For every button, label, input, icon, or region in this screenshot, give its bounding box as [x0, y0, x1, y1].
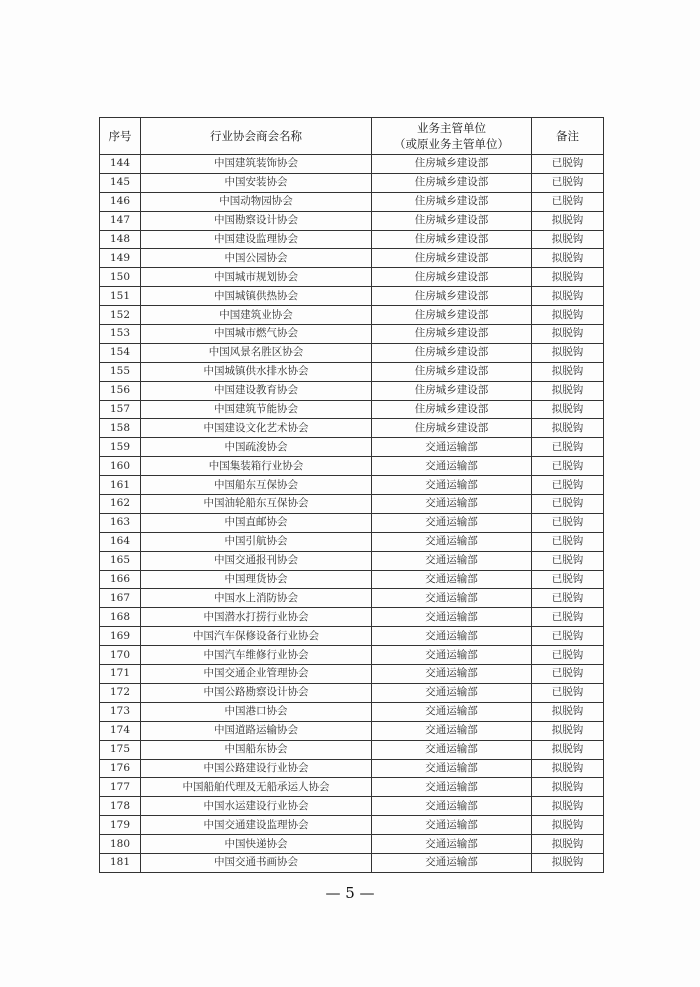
- cell-name: 中国快递协会: [141, 835, 372, 854]
- table-row: [100, 797, 604, 816]
- cell-name: 中国建筑业协会: [141, 306, 372, 325]
- cell-remark: 拟脱钩: [532, 287, 604, 306]
- cell-index: 160: [100, 457, 141, 476]
- header-name: 行业协会商会名称: [141, 118, 372, 155]
- cell-remark: 已脱钩: [532, 438, 604, 457]
- header-supervisor-line2: （或原业务主管单位）: [394, 137, 509, 151]
- cell-name: 中国勘察设计协会: [141, 211, 372, 230]
- cell-supervisor: 交通运输部: [372, 513, 532, 532]
- cell-name: 中国油轮船东互保协会: [141, 495, 372, 514]
- cell-index: 177: [100, 778, 141, 797]
- cell-remark: 已脱钩: [532, 155, 604, 174]
- cell-name: 中国城市规划协会: [141, 268, 372, 287]
- cell-index: 178: [100, 797, 141, 816]
- cell-index: 149: [100, 249, 141, 268]
- cell-name: 中国船东互保协会: [141, 476, 372, 495]
- table-row: [100, 438, 604, 457]
- cell-index: 151: [100, 287, 141, 306]
- cell-name: 中国建设文化艺术协会: [141, 419, 372, 438]
- table-row: [100, 495, 604, 514]
- cell-remark: 拟脱钩: [532, 306, 604, 325]
- cell-name: 中国风景名胜区协会: [141, 343, 372, 362]
- cell-name: 中国引航协会: [141, 532, 372, 551]
- header-supervisor: [372, 118, 532, 155]
- cell-index: 163: [100, 513, 141, 532]
- cell-name: 中国交通书画协会: [141, 853, 372, 872]
- cell-remark: 拟脱钩: [532, 702, 604, 721]
- cell-remark: 拟脱钩: [532, 835, 604, 854]
- table-row: [100, 230, 604, 249]
- table-row: [100, 532, 604, 551]
- cell-name: 中国建筑节能协会: [141, 400, 372, 419]
- cell-index: 148: [100, 230, 141, 249]
- cell-remark: 拟脱钩: [532, 211, 604, 230]
- cell-name: 中国城镇供热协会: [141, 287, 372, 306]
- cell-remark: 拟脱钩: [532, 419, 604, 438]
- cell-index: 159: [100, 438, 141, 457]
- table-row: [100, 683, 604, 702]
- cell-supervisor: 住房城乡建设部: [372, 325, 532, 344]
- cell-name: 中国水运建设行业协会: [141, 797, 372, 816]
- cell-remark: 拟脱钩: [532, 778, 604, 797]
- cell-remark: 拟脱钩: [532, 853, 604, 872]
- cell-name: 中国建筑装饰协会: [141, 155, 372, 174]
- cell-supervisor: 交通运输部: [372, 816, 532, 835]
- cell-name: 中国理货协会: [141, 570, 372, 589]
- cell-index: 170: [100, 646, 141, 665]
- table-row: [100, 325, 604, 344]
- table-row: [100, 457, 604, 476]
- table-row: [100, 816, 604, 835]
- cell-supervisor: 交通运输部: [372, 570, 532, 589]
- cell-supervisor: 住房城乡建设部: [372, 249, 532, 268]
- cell-index: 161: [100, 476, 141, 495]
- cell-remark: 拟脱钩: [532, 325, 604, 344]
- cell-index: 157: [100, 400, 141, 419]
- cell-supervisor: 交通运输部: [372, 778, 532, 797]
- cell-index: 179: [100, 816, 141, 835]
- cell-index: 150: [100, 268, 141, 287]
- cell-remark: 已脱钩: [532, 495, 604, 514]
- cell-index: 180: [100, 835, 141, 854]
- table-row: [100, 249, 604, 268]
- cell-supervisor: 交通运输部: [372, 683, 532, 702]
- cell-supervisor: 交通运输部: [372, 759, 532, 778]
- cell-index: 174: [100, 721, 141, 740]
- table-row: [100, 589, 604, 608]
- header-index: 序号: [100, 118, 141, 155]
- table-row: [100, 551, 604, 570]
- cell-name: 中国公园协会: [141, 249, 372, 268]
- cell-supervisor: 住房城乡建设部: [372, 192, 532, 211]
- cell-supervisor: 住房城乡建设部: [372, 362, 532, 381]
- cell-remark: 已脱钩: [532, 192, 604, 211]
- table-row: [100, 211, 604, 230]
- cell-index: 146: [100, 192, 141, 211]
- cell-supervisor: 交通运输部: [372, 853, 532, 872]
- cell-supervisor: 交通运输部: [372, 438, 532, 457]
- cell-name: 中国建设教育协会: [141, 381, 372, 400]
- cell-supervisor: 交通运输部: [372, 835, 532, 854]
- table-row: [100, 778, 604, 797]
- cell-remark: 拟脱钩: [532, 797, 604, 816]
- cell-supervisor: 交通运输部: [372, 797, 532, 816]
- header-supervisor-line1: 业务主管单位: [417, 121, 486, 135]
- cell-remark: 拟脱钩: [532, 268, 604, 287]
- cell-supervisor: 交通运输部: [372, 589, 532, 608]
- table-row: [100, 608, 604, 627]
- association-table: [99, 117, 604, 873]
- cell-index: 165: [100, 551, 141, 570]
- cell-remark: 拟脱钩: [532, 230, 604, 249]
- cell-supervisor: 交通运输部: [372, 495, 532, 514]
- cell-index: 153: [100, 325, 141, 344]
- cell-index: 144: [100, 155, 141, 174]
- cell-supervisor: 住房城乡建设部: [372, 381, 532, 400]
- cell-name: 中国港口协会: [141, 702, 372, 721]
- cell-name: 中国汽车保修设备行业协会: [141, 627, 372, 646]
- cell-supervisor: 交通运输部: [372, 721, 532, 740]
- cell-index: 164: [100, 532, 141, 551]
- table-row: [100, 665, 604, 684]
- table-row: [100, 268, 604, 287]
- cell-supervisor: 交通运输部: [372, 740, 532, 759]
- cell-name: 中国疏浚协会: [141, 438, 372, 457]
- cell-index: 152: [100, 306, 141, 325]
- cell-remark: 已脱钩: [532, 589, 604, 608]
- cell-remark: 拟脱钩: [532, 816, 604, 835]
- cell-name: 中国建设监理协会: [141, 230, 372, 249]
- table-row: [100, 381, 604, 400]
- cell-index: 168: [100, 608, 141, 627]
- table-row: [100, 702, 604, 721]
- table-row: [100, 306, 604, 325]
- table-row: [100, 853, 604, 872]
- cell-supervisor: 住房城乡建设部: [372, 419, 532, 438]
- cell-remark: 已脱钩: [532, 457, 604, 476]
- cell-supervisor: 交通运输部: [372, 627, 532, 646]
- cell-remark: 拟脱钩: [532, 343, 604, 362]
- cell-supervisor: 交通运输部: [372, 457, 532, 476]
- cell-name: 中国交通报刊协会: [141, 551, 372, 570]
- cell-remark: 已脱钩: [532, 683, 604, 702]
- cell-index: 166: [100, 570, 141, 589]
- cell-remark: 已脱钩: [532, 570, 604, 589]
- header-remark: 备注: [532, 118, 604, 155]
- cell-index: 158: [100, 419, 141, 438]
- cell-remark: 拟脱钩: [532, 362, 604, 381]
- table-row: [100, 627, 604, 646]
- cell-remark: 拟脱钩: [532, 249, 604, 268]
- cell-supervisor: 交通运输部: [372, 608, 532, 627]
- table-row: [100, 740, 604, 759]
- cell-name: 中国水上消防协会: [141, 589, 372, 608]
- cell-supervisor: 交通运输部: [372, 551, 532, 570]
- cell-supervisor: 住房城乡建设部: [372, 211, 532, 230]
- cell-name: 中国集装箱行业协会: [141, 457, 372, 476]
- cell-index: 169: [100, 627, 141, 646]
- cell-supervisor: 交通运输部: [372, 665, 532, 684]
- cell-supervisor: 交通运输部: [372, 702, 532, 721]
- page-number: — 5 —: [325, 884, 375, 902]
- cell-remark: 拟脱钩: [532, 721, 604, 740]
- table-row: [100, 513, 604, 532]
- cell-remark: 已脱钩: [532, 532, 604, 551]
- cell-remark: 已脱钩: [532, 173, 604, 192]
- table-row: [100, 419, 604, 438]
- table-row: [100, 400, 604, 419]
- table-row: [100, 835, 604, 854]
- cell-name: 中国公路勘察设计协会: [141, 683, 372, 702]
- table-row: [100, 721, 604, 740]
- cell-remark: 拟脱钩: [532, 759, 604, 778]
- cell-supervisor: 住房城乡建设部: [372, 268, 532, 287]
- cell-supervisor: 住房城乡建设部: [372, 230, 532, 249]
- cell-name: 中国动物园协会: [141, 192, 372, 211]
- cell-name: 中国道路运输协会: [141, 721, 372, 740]
- cell-index: 162: [100, 495, 141, 514]
- cell-name: 中国船舶代理及无船承运人协会: [141, 778, 372, 797]
- cell-index: 175: [100, 740, 141, 759]
- cell-name: 中国汽车维修行业协会: [141, 646, 372, 665]
- cell-supervisor: 住房城乡建设部: [372, 155, 532, 174]
- cell-name: 中国潜水打捞行业协会: [141, 608, 372, 627]
- cell-remark: 拟脱钩: [532, 400, 604, 419]
- cell-name: 中国船东协会: [141, 740, 372, 759]
- cell-index: 173: [100, 702, 141, 721]
- cell-index: 154: [100, 343, 141, 362]
- table-row: [100, 759, 604, 778]
- cell-index: 172: [100, 683, 141, 702]
- cell-remark: 拟脱钩: [532, 381, 604, 400]
- cell-remark: 已脱钩: [532, 476, 604, 495]
- cell-remark: 拟脱钩: [532, 740, 604, 759]
- cell-name: 中国直邮协会: [141, 513, 372, 532]
- cell-supervisor: 住房城乡建设部: [372, 287, 532, 306]
- cell-index: 155: [100, 362, 141, 381]
- table-row: [100, 287, 604, 306]
- table-row: [100, 192, 604, 211]
- cell-supervisor: 交通运输部: [372, 532, 532, 551]
- cell-remark: 已脱钩: [532, 646, 604, 665]
- cell-supervisor: 交通运输部: [372, 476, 532, 495]
- table-row: [100, 362, 604, 381]
- cell-remark: 已脱钩: [532, 665, 604, 684]
- cell-name: 中国公路建设行业协会: [141, 759, 372, 778]
- cell-supervisor: 住房城乡建设部: [372, 173, 532, 192]
- cell-remark: 已脱钩: [532, 551, 604, 570]
- cell-index: 181: [100, 853, 141, 872]
- table-row: [100, 646, 604, 665]
- cell-name: 中国交通企业管理协会: [141, 665, 372, 684]
- cell-remark: 已脱钩: [532, 513, 604, 532]
- table-row: [100, 343, 604, 362]
- cell-index: 167: [100, 589, 141, 608]
- table-row: [100, 476, 604, 495]
- cell-index: 176: [100, 759, 141, 778]
- cell-index: 156: [100, 381, 141, 400]
- cell-supervisor: 交通运输部: [372, 646, 532, 665]
- cell-remark: 已脱钩: [532, 627, 604, 646]
- table-row: [100, 155, 604, 174]
- cell-name: 中国交通建设监理协会: [141, 816, 372, 835]
- cell-supervisor: 住房城乡建设部: [372, 400, 532, 419]
- cell-supervisor: 住房城乡建设部: [372, 343, 532, 362]
- cell-index: 145: [100, 173, 141, 192]
- cell-index: 171: [100, 665, 141, 684]
- table-header-row: [100, 118, 604, 155]
- cell-name: 中国安装协会: [141, 173, 372, 192]
- cell-index: 147: [100, 211, 141, 230]
- cell-name: 中国城市燃气协会: [141, 325, 372, 344]
- cell-name: 中国城镇供水排水协会: [141, 362, 372, 381]
- table-body: [100, 155, 604, 873]
- cell-remark: 已脱钩: [532, 608, 604, 627]
- cell-supervisor: 住房城乡建设部: [372, 306, 532, 325]
- table-row: [100, 173, 604, 192]
- table-row: [100, 570, 604, 589]
